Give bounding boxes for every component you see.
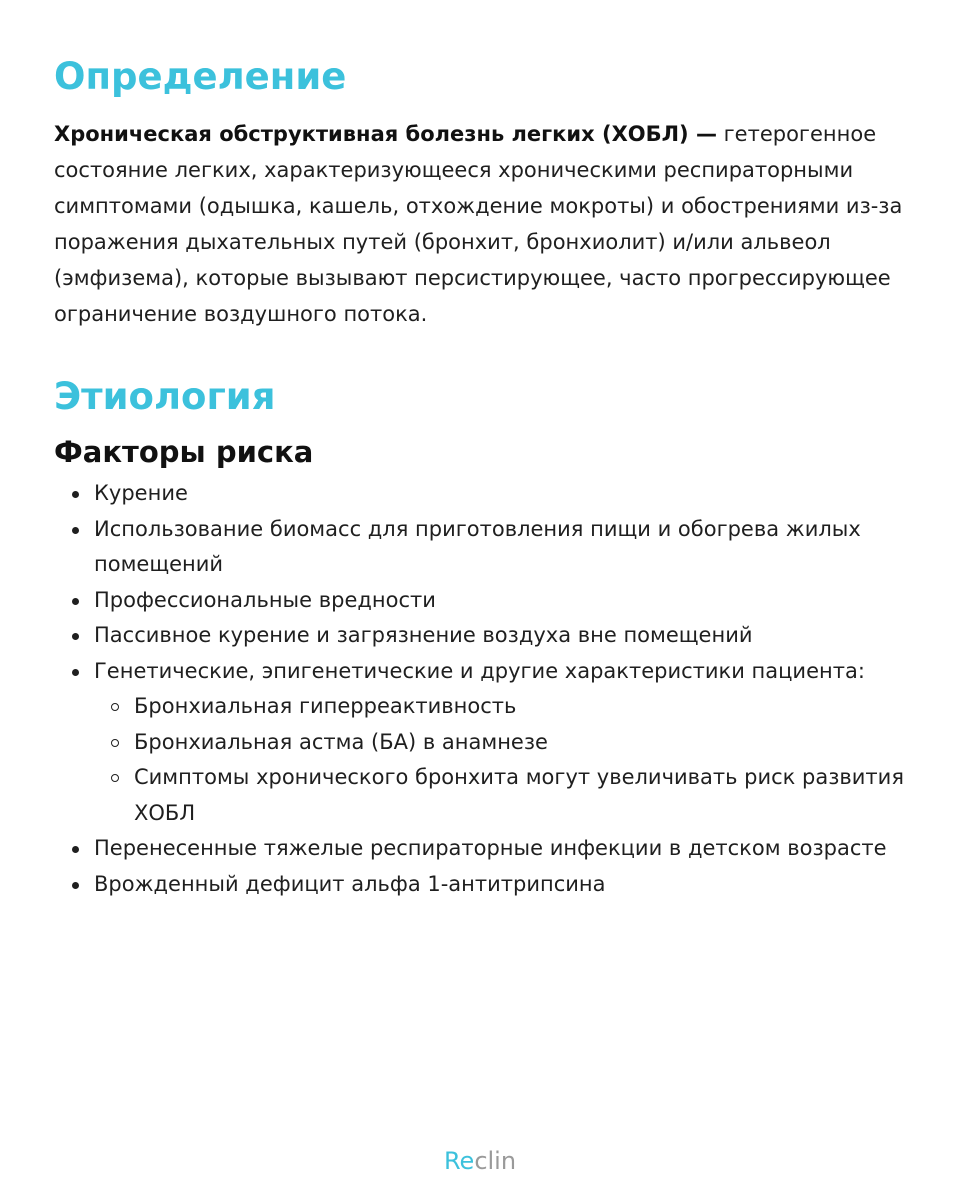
- list-item-text: Генетические, эпигенетические и другие характеристики пациента:: [94, 658, 865, 683]
- definition-heading: Определение: [54, 55, 347, 98]
- list-item-text: Курение: [94, 481, 188, 505]
- logo-accent-text: Re: [443, 1147, 475, 1175]
- definition-text: гетерогенное состояние легких, характеризующееся хроническими респираторными симптомами (одышка, кашель, отхождение мокроты) и обострениями из-за поражения дыхательных путей (бронхит, бронхиолит) и/или альвеол (эмфизема), которые вызывают персистирующее, часто прогрессирующее ограничение воздушного потока.: [54, 122, 903, 326]
- bullet-icon: [72, 633, 79, 640]
- sub-list-item: [134, 760, 914, 831]
- list-item: [94, 831, 914, 867]
- sub-list-item: [134, 725, 914, 761]
- risk-factors-heading: Факторы риска: [54, 435, 314, 469]
- sub-list-item-text: Симптомы хронического бронхита могут увеличивать риск развития ХОБЛ: [134, 765, 904, 825]
- bullet-icon: [72, 598, 79, 605]
- hollow-bullet-icon: [111, 739, 119, 747]
- hollow-bullet-icon: [111, 774, 119, 782]
- list-item-text: Врожденный дефицит альфа 1-антитрипсина: [94, 871, 606, 896]
- list-item: [94, 654, 914, 832]
- list-item-text: Профессиональные вредности: [94, 587, 436, 612]
- list-item-text: Перенесенные тяжелые респираторные инфекции в детском возрасте: [94, 836, 887, 860]
- list-item-text: Пассивное курение и загрязнение воздуха вне помещений: [94, 623, 753, 647]
- reclin-logo: [0, 1144, 960, 1178]
- list-item: [94, 618, 914, 654]
- sub-list-item-text: Бронхиальная астма (БА) в анамнезе: [134, 729, 548, 754]
- sub-list-item: [134, 689, 914, 725]
- hollow-bullet-icon: [111, 703, 119, 711]
- bullet-icon: [72, 527, 79, 534]
- list-item: [94, 583, 914, 619]
- logo-rest-text: clin: [474, 1147, 517, 1175]
- bullet-icon: [72, 491, 79, 498]
- bullet-icon: [72, 846, 79, 853]
- document-page: [54, 52, 914, 902]
- definition-paragraph: [54, 116, 914, 332]
- list-item: [94, 867, 914, 903]
- patient-characteristics-sublist: [94, 689, 914, 831]
- etiology-heading: Этиология: [54, 375, 276, 418]
- list-item-text: Использование биомасс для приготовления пищи и обогрева жилых помещений: [94, 516, 861, 576]
- sub-list-item-text: Бронхиальная гиперреактивность: [134, 694, 517, 718]
- bullet-icon: [72, 669, 79, 676]
- bullet-icon: [72, 882, 79, 889]
- list-item: [94, 476, 914, 512]
- risk-factors-list: [54, 476, 914, 902]
- definition-term: Хроническая обструктивная болезнь легких (ХОБЛ) —: [54, 122, 717, 146]
- list-item: [94, 512, 914, 583]
